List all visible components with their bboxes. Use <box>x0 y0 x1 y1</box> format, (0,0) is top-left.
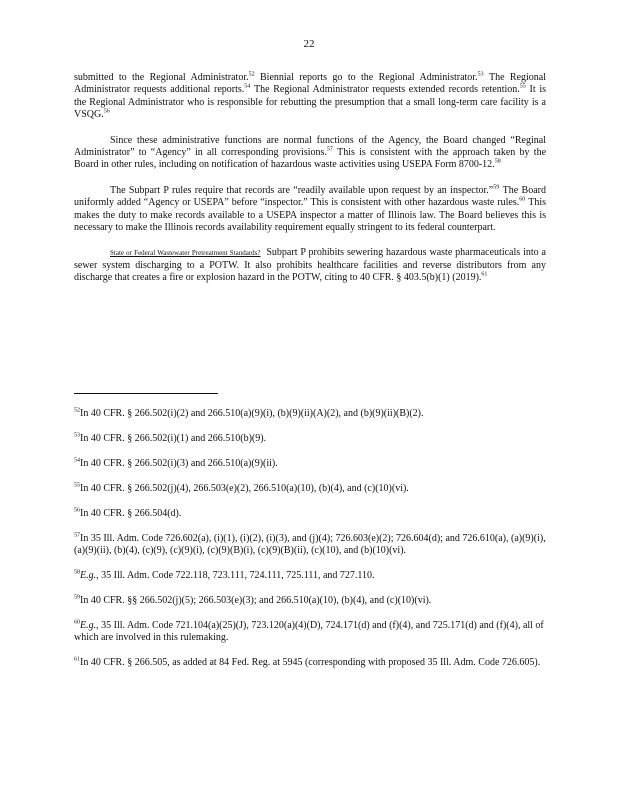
footnote-ref-57[interactable]: 57 <box>326 146 333 153</box>
footnote-number: 55 <box>74 482 80 489</box>
footnote-number: 59 <box>74 594 80 601</box>
paragraph-pretreatment-standards <box>74 247 546 284</box>
footnote-ref-60[interactable]: 60 <box>519 196 526 203</box>
footnotes <box>74 408 546 669</box>
footnote-number: 53 <box>74 432 80 439</box>
footnote-text: , 35 Ill. Adm. Code 722.118, 723.111, 724.111, 725.111, and 727.110. <box>96 570 375 581</box>
p1-text-e: It is the Regional Administrator who is responsible for rebutting the presumption that a small long-term care facility is a VSQG. <box>74 84 547 121</box>
paragraph-agency-functions <box>74 135 546 172</box>
footnote-number: 61 <box>74 656 80 663</box>
footnote-52 <box>74 408 546 420</box>
footnote-ref-56[interactable]: 56 <box>103 108 110 115</box>
p3-text-a: The Subpart P rules require that records are “readily available upon request by an inspector.” <box>110 184 494 196</box>
p2-text-b: This is consistent with the approach taken by the Board in other rules, including on notification of hazardous waste activities using USEPA Form 8700-12. <box>74 147 547 171</box>
p1-text-d: The Regional Administrator requests extended records retention. <box>253 84 520 96</box>
p3-text-b: The Board uniformly added “Agency or USEPA” before “inspector.” This is consistent with other hazardous waste rules. <box>74 184 546 209</box>
footnote-text: In 40 CFR. § 266.504(d). <box>80 508 182 519</box>
footnote-number: 54 <box>74 457 80 464</box>
footnote-text: In 40 CFR. § 266.502(i)(3) and 266.510(a)(9)(ii). <box>80 458 278 469</box>
footnote-number: 60 <box>74 619 80 626</box>
footnote-54 <box>74 458 546 470</box>
section-heading: State or Federal Wastewater Pretreatment Standards? <box>110 249 261 258</box>
footnote-text: In 35 Ill. Adm. Code 726.602(a), (i)(1), (i)(2), (i)(3), and (j)(4); 726.603(e)(2); 726.604(d); and 726.610(a), (a)(9)(i), (a)(9)(ii), (b)(4), (c)(9), (c)(9)(i), (c)(9)(B)(i), (c)(9)(B)(ii), (c)(10), and (b)(10)(vi). <box>74 533 546 556</box>
page-number: 22 <box>303 38 315 50</box>
footnote-lead: E.g. <box>80 620 97 631</box>
footnote-56 <box>74 508 546 520</box>
p1-text-b: Biennial reports go to the Regional Administrator. <box>260 72 478 83</box>
paragraph-regional-administrator <box>74 72 546 122</box>
footnote-text: In 40 CFR. § 266.505, as added at 84 Fed. Reg. at 5945 (corresponding with proposed 35 Ill. Adm. Code 726.605). <box>80 657 541 668</box>
footnote-number: 58 <box>74 569 80 576</box>
p1-text-c: The Regional Administrator requests additional reports. <box>74 72 547 96</box>
footnote-60 <box>74 620 546 644</box>
footnote-61 <box>74 657 546 669</box>
footnote-ref-54[interactable]: 54 <box>244 84 251 91</box>
footnote-53 <box>74 433 546 445</box>
body-text <box>74 72 546 298</box>
p3-text-c: This makes the duty to make records available to a USEPA inspector a matter of Illinois law. The Board believes this is necessary to make the Illinois records availability requirement equally stringent to its federal counterpart. <box>74 197 546 234</box>
p4-text-a: Subpart P prohibits sewering hazardous waste pharmaceuticals into a sewer system discharging to a POTW. It also prohibits healthcare facilities and reverse distributors from any discharge that creates a fire or explosion hazard in the POTW, citing to 40 CFR. § 403.5(b)(1) (2019). <box>74 247 546 284</box>
footnote-ref-58[interactable]: 58 <box>494 159 501 166</box>
p1-text-a: submitted to the Regional Administrator. <box>74 72 249 83</box>
footnote-ref-52[interactable]: 52 <box>248 71 255 78</box>
footnote-lead: E.g. <box>80 570 97 581</box>
footnote-text: In 40 CFR. §§ 266.502(j)(5); 266.503(e)(3); and 266.510(a)(10), (b)(4), and (c)(10)(vi). <box>80 595 432 606</box>
p2-text-a: Since these administrative functions are normal functions of the Agency, the Board changed “Reginal Administrator” to “Agency” in all corresponding provisions. <box>74 134 546 159</box>
footnote-ref-55[interactable]: 55 <box>519 84 526 91</box>
paragraph-records-availability <box>74 185 546 235</box>
footnote-number: 56 <box>74 507 80 514</box>
footnote-58 <box>74 570 546 582</box>
footnote-ref-61[interactable]: 61 <box>481 271 488 278</box>
footnote-text: In 40 CFR. § 266.502(j)(4), 266.503(e)(2), 266.510(a)(10), (b)(4), and (c)(10)(vi). <box>80 483 409 494</box>
footnote-separator <box>74 393 218 394</box>
footnote-text: , 35 Ill. Adm. Code 721.104(a)(25)(J), 723.120(a)(4)(D), 724.171(d) and (f)(4), and 725.171(d) and (f)(4), all of which are involved in this rulemaking. <box>74 620 544 643</box>
footnote-number: 57 <box>74 532 80 539</box>
footnote-59 <box>74 595 546 607</box>
footnote-57 <box>74 533 546 557</box>
footnote-ref-53[interactable]: 53 <box>477 71 484 78</box>
footnote-text: In 40 CFR. § 266.502(i)(2) and 266.510(a)(9)(i), (b)(9)(ii)(A)(2), and (b)(9)(ii)(B)(2). <box>80 408 424 419</box>
footnote-55 <box>74 483 546 495</box>
footnote-number: 52 <box>74 407 80 414</box>
footnote-ref-59[interactable]: 59 <box>493 184 500 191</box>
footnote-text: In 40 CFR. § 266.502(i)(1) and 266.510(b)(9). <box>80 433 267 444</box>
